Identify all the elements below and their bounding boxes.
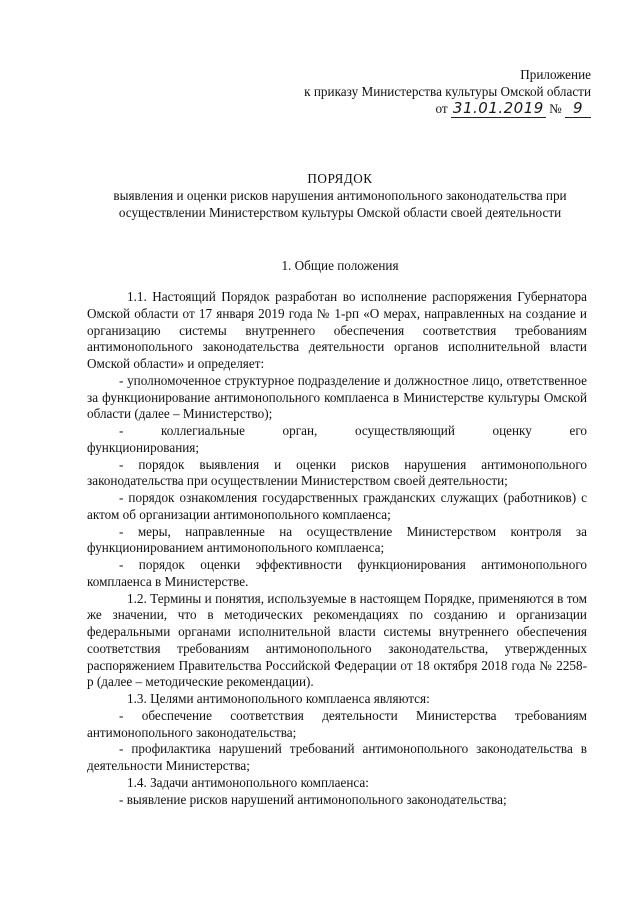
list-item: - порядок оценки эффективности функционирования антимонопольного комплаенса в Министерстве. bbox=[87, 557, 587, 589]
list-item: - порядок выявления и оценки рисков нарушения антимонопольного законодательства при осуществлении Министерством своей деятельности; bbox=[87, 456, 587, 489]
document-title bbox=[80, 170, 600, 221]
list-item: - обеспечение соответствия деятельности Министерства требованиям антимонопольного законодательства; bbox=[87, 707, 587, 740]
list-item: - выявление рисков нарушений антимонопольного законодательства; bbox=[119, 791, 507, 807]
section-title: 1. Общие положения bbox=[281, 258, 399, 273]
paragraph: 1.1. Настоящий Порядок разработан во исполнение распоряжения Губернатора Омской области от 17 января 2019 года № 1-рп «О мерах, направленных на создание и организацию системы внутреннего обеспечения соответствия требованиям антимонопольного законодательства деятельности органов исполнительной власти Омской области» и определяет: bbox=[87, 289, 587, 371]
paragraph: 1.3. Целями антимонопольного комплаенса являются: bbox=[127, 691, 430, 706]
title-subtitle: выявления и оценки рисков нарушения антимонопольного законодательства при осуществлении Министерством культуры Омской области своей деятельности bbox=[113, 188, 567, 220]
number-prefix: № bbox=[549, 101, 562, 116]
appendix-block bbox=[231, 66, 591, 118]
list-item: - коллегиальные орган, осуществляющий оценку его функционирования; bbox=[87, 423, 587, 455]
paragraph: 1.2. Термины и понятия, используемые в настоящем Порядке, применяются в том же значении, что в методических рекомендациях по созданию и организации федеральными органами исполнительной власти системы внутреннего обеспечения соответствия требованиям антимонопольного законодательства, утвержденных распоряжением Правительства Российской Федерации от 18 октября 2018 года № 2258-р (далее – методические рекомендации). bbox=[87, 590, 587, 690]
appendix-order-reference: к приказу Министерства культуры Омской области bbox=[304, 84, 591, 99]
date-prefix: от bbox=[435, 101, 448, 116]
appendix-label: Приложение bbox=[520, 67, 591, 82]
paragraph: 1.4. Задачи антимонопольного комплаенса: bbox=[127, 774, 369, 790]
list-item: - меры, направленные на осуществление Министерством контроля за функционированием антимонопольного комплаенса; bbox=[87, 523, 587, 556]
handwritten-number: 9 bbox=[565, 100, 591, 118]
document-body bbox=[87, 289, 587, 808]
list-item: - профилактика нарушений требований антимонопольного законодательства в деятельности Министерства; bbox=[87, 741, 587, 773]
handwritten-date: 31.01.2019 bbox=[452, 99, 544, 117]
list-item: - уполномоченное структурное подразделение и должностное лицо, ответственное за функционирование антимонопольного комплаенса в Министерстве культуры Омской области (далее – Министерство); bbox=[87, 372, 587, 422]
list-item: - порядок ознакомления государственных гражданских служащих (работников) с актом об организации антимонопольного комплаенса; bbox=[87, 490, 587, 522]
title-heading: ПОРЯДОК bbox=[307, 171, 373, 186]
appendix-date-number bbox=[231, 100, 591, 118]
